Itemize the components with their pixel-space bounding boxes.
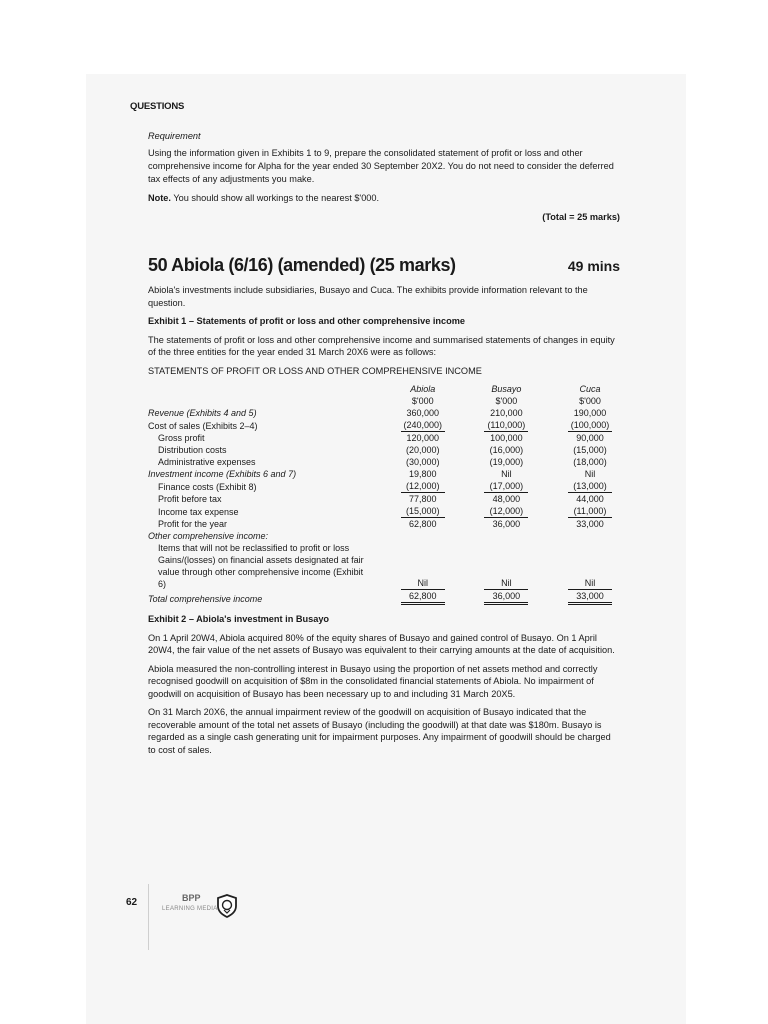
exhibit1-title: Exhibit 1 – Statements of profit or loss and other comprehensive income: [148, 316, 466, 326]
cell: 210,000: [490, 408, 523, 418]
running-header: QUESTIONS: [130, 101, 185, 112]
cell: (15,000): [573, 445, 607, 455]
unit-cuca: $'000: [579, 396, 601, 406]
cell: Nil: [584, 469, 596, 479]
cell: 90,000: [576, 433, 604, 443]
exhibit2-title: Exhibit 2 – Abiola's investment in Busayo: [148, 614, 330, 624]
table-row: [148, 407, 620, 419]
cell: 190,000: [573, 408, 607, 418]
cell: (110,000): [484, 419, 528, 432]
unit-busayo: $'000: [495, 396, 518, 406]
row-label: Items that will not be reclassified to profit or loss: [158, 543, 350, 553]
cell: (16,000): [489, 445, 524, 455]
cell: 77,800: [409, 494, 437, 504]
cell: 36,000: [484, 590, 528, 605]
note-text: You should show all workings to the nearest $'000.: [173, 193, 380, 203]
table-units-row: [148, 395, 620, 407]
publisher-logo: [162, 893, 242, 921]
table-row: [148, 419, 620, 432]
footer-divider: [148, 884, 149, 950]
row-label: Cost of sales (Exhibits 2–4): [148, 421, 258, 431]
table-row: [148, 530, 620, 542]
question-body: [148, 284, 620, 762]
cell: (13,000): [568, 480, 612, 493]
table-row: [148, 468, 620, 480]
row-label: Gross profit: [158, 433, 205, 443]
cell: (19,000): [489, 457, 524, 467]
cell: 360,000: [406, 408, 440, 418]
row-label: Income tax expense: [158, 507, 239, 517]
cell: 33,000: [568, 590, 612, 605]
col-busayo: Busayo: [491, 384, 522, 394]
cell: Nil: [501, 469, 512, 479]
cell: 62,800: [401, 590, 445, 605]
exhibit2-paragraph-2: Abiola measured the non-controlling interest in Busayo using the proportion of net assets method and correctly recognised goodwill on acquisition of $8m in the consolidated financial statements of Abiola. No impairment of goodwill on acquisition of Busayo has been necessary up to and including 31 March 20X5.: [148, 663, 598, 699]
cell: (100,000): [568, 419, 612, 432]
table-row: [148, 590, 620, 605]
row-label: Investment income (Exhibits 6 and 7): [148, 469, 297, 479]
requirement-note: [148, 192, 620, 205]
row-label: Profit for the year: [158, 519, 228, 529]
cell: 120,000: [406, 433, 440, 443]
cell: Nil: [568, 577, 612, 590]
exhibit2-paragraph-1: On 1 April 20W4, Abiola acquired 80% of the equity shares of Busayo and gained control of Busayo. On 1 April 20W4, the fair value of the net assets of Busayo was equivalent to their carrying amounts at the date of acquisition.: [148, 632, 615, 655]
question-time: 49 mins: [567, 258, 620, 274]
table-row: [148, 554, 620, 566]
question-heading: [148, 255, 620, 277]
cell: 48,000: [492, 494, 521, 504]
cell: 44,000: [576, 494, 604, 504]
row-label: Other comprehensive income:: [148, 531, 269, 541]
table-row: [148, 542, 620, 554]
exhibit2-paragraph-3: On 31 March 20X6, the annual impairment review of the goodwill on acquisition of Busayo indicated that the recoverable amount of the total net assets of Busayo (including the goodwill) at that date was $180m. Busayo is regarded as a single cash generating unit for impairment purposes. Any impairment of goodwill should be charged to cost of sales.: [148, 707, 611, 755]
table-row: [148, 566, 620, 590]
row-label: Administrative expenses: [158, 457, 256, 467]
table-header-row: [148, 383, 620, 395]
cell: (12,000): [401, 480, 445, 493]
cell: Nil: [401, 577, 445, 590]
requirement-section: [148, 130, 620, 230]
cell: (17,000): [484, 480, 528, 493]
row-label: Finance costs (Exhibit 8): [158, 482, 257, 492]
row-label: Profit before tax: [158, 494, 222, 504]
cell: 100,000: [490, 433, 523, 443]
requirement-total: (Total = 25 marks): [542, 212, 620, 222]
unit-abiola: $'000: [411, 396, 434, 406]
row-label: Revenue (Exhibits 4 and 5): [148, 408, 257, 418]
col-cuca: Cuca: [579, 384, 601, 394]
requirement-title: Requirement: [148, 131, 201, 141]
cell: (240,000): [401, 419, 445, 432]
table-row: [148, 518, 620, 530]
cell: (11,000): [568, 505, 612, 518]
row-label: Total comprehensive income: [148, 594, 263, 604]
requirement-text: Using the information given in Exhibits 1 to 9, prepare the consolidated statement of profit or loss and other comprehensive income for Alpha for the year ended 30 September 20X2. You do not need to consider the deferred tax effects of any adjustments you make.: [148, 148, 614, 184]
income-statement-table: [148, 383, 620, 605]
lion-shield-icon: [216, 894, 238, 918]
cell: 33,000: [576, 519, 604, 529]
table-row: [148, 493, 620, 505]
table-row: [148, 505, 620, 518]
cell: (15,000): [401, 505, 445, 518]
cell: 19,800: [409, 469, 437, 479]
cell: 62,800: [409, 519, 437, 529]
row-label: Distribution costs: [158, 445, 227, 455]
row-label: value through other comprehensive income (Exhibit 6): [158, 567, 364, 589]
table-row: [148, 432, 620, 444]
table-row: [148, 480, 620, 493]
note-label: Note.: [148, 193, 171, 203]
cell: 36,000: [492, 519, 521, 529]
logo-brand: BPP: [182, 893, 201, 903]
cell: (30,000): [406, 457, 440, 467]
cell: (18,000): [573, 457, 607, 467]
cell: Nil: [484, 577, 528, 590]
cell: (20,000): [406, 445, 440, 455]
table-row: [148, 456, 620, 468]
logo-subtitle: LEARNING MEDIA: [162, 906, 218, 912]
exhibit1-text: The statements of profit or loss and other comprehensive income and summarised statements of changes in equity of the three entities for the year ended 31 March 20X6 were as follows:: [148, 334, 615, 357]
col-abiola: Abiola: [410, 384, 436, 394]
statement-title: STATEMENTS OF PROFIT OR LOSS AND OTHER COMPREHENSIVE INCOME: [148, 365, 482, 376]
table-row: [148, 444, 620, 456]
question-intro: Abiola's investments include subsidiaries, Busayo and Cuca. The exhibits provide information relevant to the question.: [148, 285, 588, 308]
row-label: Gains/(losses) on financial assets designated at fair: [158, 555, 364, 565]
page-number: 62: [126, 897, 138, 908]
question-title: 50 Abiola (6/16) (amended) (25 marks): [148, 255, 456, 275]
cell: (12,000): [484, 505, 528, 518]
